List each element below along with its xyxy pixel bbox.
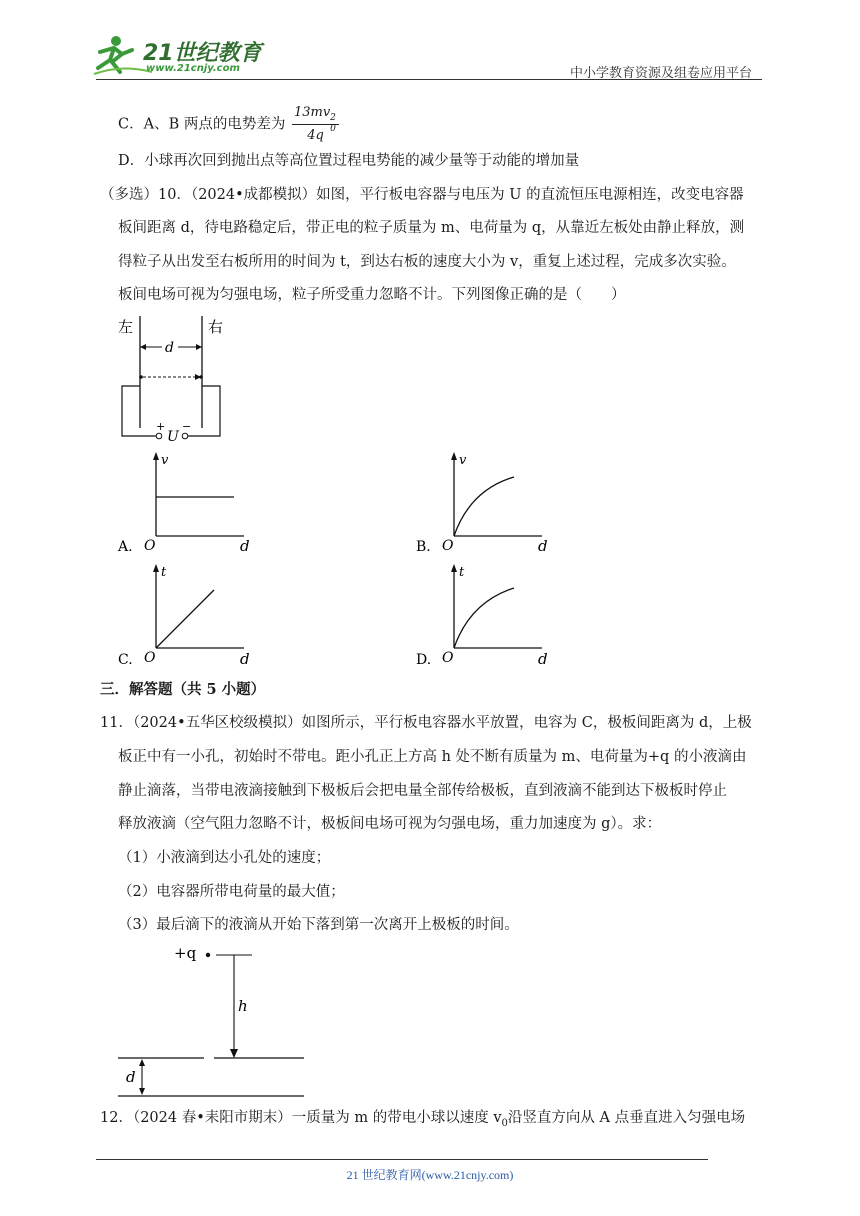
q11-line-3: 静止滴落，当带电液滴接触到下极板后会把电量全部传给极板，直到液滴不能到达下极板时停止 bbox=[118, 783, 727, 799]
header-rule bbox=[96, 79, 762, 80]
graph-option-a bbox=[116, 450, 256, 560]
section-3-title: 三．解答题（共 5 小题） bbox=[100, 681, 266, 698]
q10-line-2: 板间距离 d，待电路稳定后，带正电的粒子质量为 m、电荷量为 q，从靠近左板处由静止释放，测 bbox=[118, 220, 745, 236]
option-c-xlabel: d bbox=[240, 650, 250, 668]
droplet-capacitor-diagram bbox=[112, 938, 312, 1103]
label-charge: +q bbox=[174, 944, 197, 962]
q10-line-4: 板间电场可视为匀强电场，粒子所受重力忽略不计。下列图像正确的是（ ） bbox=[118, 287, 626, 303]
q11-sub-2: （2）电容器所带电荷量的最大值； bbox=[118, 884, 345, 900]
q10-line-1: （多选）10．（2024•成都模拟）如图，平行板电容器与电压为 U 的直流恒压电源相连，改变电容器 bbox=[100, 187, 744, 203]
label-plus: + bbox=[156, 420, 166, 433]
capacitor-circuit-diagram bbox=[112, 312, 232, 444]
option-c-ylabel: t bbox=[161, 565, 167, 580]
option-a-xlabel: d bbox=[240, 537, 250, 555]
graph-option-b bbox=[414, 450, 554, 560]
label-h: h bbox=[238, 997, 248, 1015]
q10-line-3: 得粒子从出发至右板所用的时间为 t，到达右板的速度大小为 v，重复上述过程，完成多次实验。 bbox=[118, 254, 736, 270]
platform-title: 中小学教育资源及组卷应用平台 bbox=[570, 66, 753, 81]
option-c-curve bbox=[156, 590, 214, 648]
q9-option-c-fraction: 13mv 2 0 4q bbox=[292, 103, 339, 146]
option-c-origin: O bbox=[144, 650, 156, 666]
option-a-ylabel: v bbox=[161, 453, 169, 468]
q11-line-1: 11．（2024•五华区校级模拟）如图所示，平行板电容器水平放置，电容为 C，极板间距离为 d，上极 bbox=[100, 715, 752, 731]
option-b-origin: O bbox=[442, 538, 454, 554]
label-d2: d bbox=[126, 1068, 136, 1086]
option-d-letter: D. bbox=[416, 652, 432, 668]
q9-option-c bbox=[118, 103, 339, 143]
q11-line-4: 释放液滴（空气阻力忽略不计，极板间电场可视为匀强电场，重力加速度为 g）。求： bbox=[118, 816, 662, 832]
footer-link[interactable]: 21 世纪教育网(www.21cnjy.com) bbox=[346, 1168, 514, 1182]
label-left: 左 bbox=[118, 318, 134, 336]
label-minus: − bbox=[182, 420, 192, 433]
q12-line-1: 12．（2024 春•耒阳市期末）一质量为 m 的带电小球以速度 $v_0$沿竖直方向从 A 点垂直进入匀强电场 bbox=[100, 1110, 746, 1129]
option-c-letter: C. bbox=[118, 652, 133, 668]
option-d-curve bbox=[454, 588, 514, 648]
graph-option-c bbox=[116, 562, 256, 672]
option-b-ylabel: v bbox=[459, 453, 467, 468]
q11-line-2: 板正中有一小孔，初始时不带电。距小孔正上方高 h 处不断有质量为 m、电荷量为+q 的小液滴由 bbox=[118, 749, 747, 765]
option-a-origin: O bbox=[144, 538, 156, 554]
label-d: d bbox=[165, 340, 174, 356]
logo-url: www.21cnjy.com bbox=[146, 63, 240, 74]
q9-option-d: D．小球再次回到抛出点等高位置过程电势能的减少量等于动能的增加量 bbox=[118, 153, 580, 169]
label-u: U bbox=[167, 429, 179, 444]
option-b-letter: B. bbox=[416, 539, 431, 555]
option-b-xlabel: d bbox=[538, 537, 548, 555]
label-right: 右 bbox=[208, 318, 224, 336]
logo-title: 21世纪教育 bbox=[143, 41, 262, 66]
option-b-curve bbox=[454, 477, 514, 536]
q11-sub-3: （3）最后滴下的液滴从开始下落到第一次离开上极板的时间。 bbox=[118, 917, 519, 933]
option-d-origin: O bbox=[442, 650, 454, 666]
option-d-xlabel: d bbox=[538, 650, 548, 668]
option-d-ylabel: t bbox=[459, 565, 465, 580]
q9-option-c-text: C．A、B 两点的电势差为 bbox=[118, 116, 286, 133]
q11-sub-1: （1）小液滴到达小孔处的速度； bbox=[118, 850, 331, 866]
footer-rule bbox=[96, 1159, 708, 1160]
graph-option-d bbox=[414, 562, 554, 672]
option-a-letter: A. bbox=[118, 539, 133, 555]
